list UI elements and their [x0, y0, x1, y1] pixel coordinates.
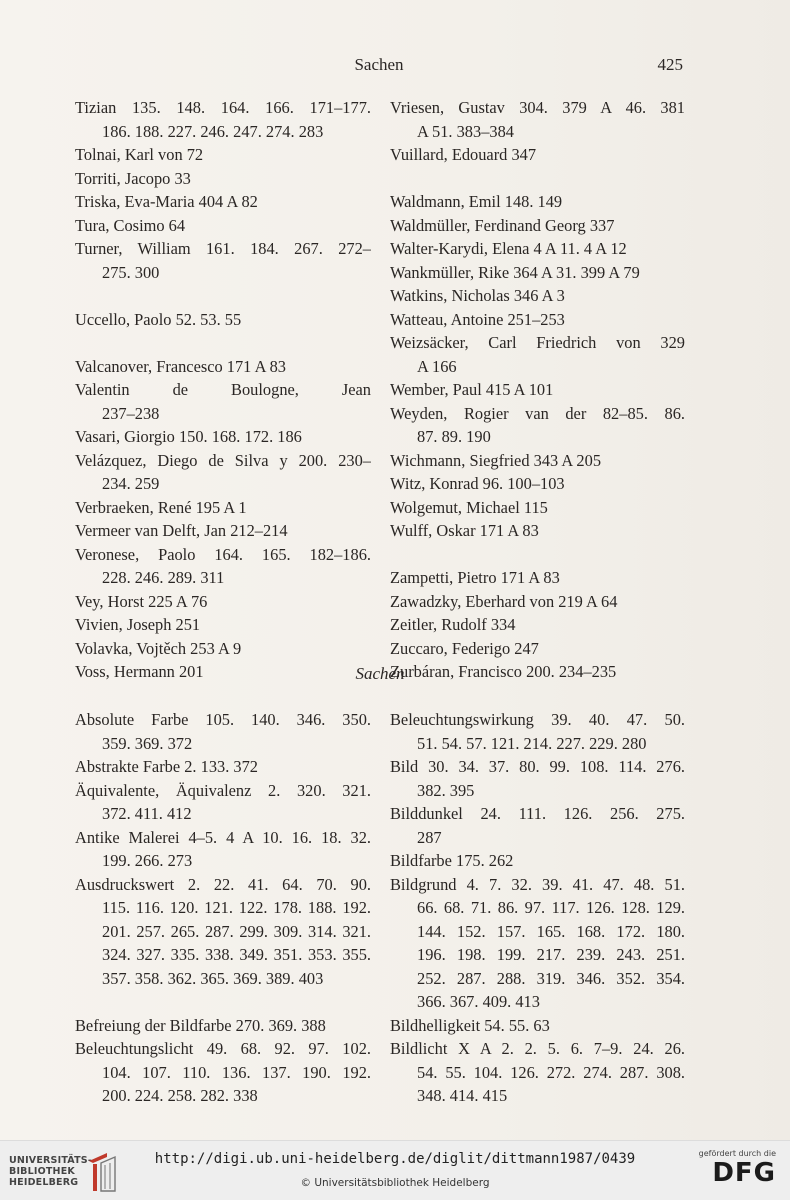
entry-term-line: Vriesen, Gustav 304. 379 A 46. 381 — [390, 98, 685, 117]
entry-term-line: Wolgemut, Michael 115 — [390, 497, 548, 517]
index-entry — [390, 1037, 685, 1108]
entry-continuation-line: 366. 367. 409. 413 — [417, 992, 540, 1011]
entry-term-line: Zeitler, Rudolf 334 — [390, 615, 516, 634]
copyright-notice: © Universitätsbibliothek Heidelberg — [300, 1177, 490, 1189]
index-entry — [75, 214, 371, 238]
entry-term-line: Beleuchtungswirkung 39. 40. 47. 50. — [390, 710, 685, 729]
index-entry — [75, 425, 371, 449]
entry-continuation-line: 199. 266. 273 — [102, 851, 193, 870]
index-entry — [75, 755, 371, 779]
entry-continuation-line: 372. 411. 412 — [102, 804, 192, 823]
index-entry — [75, 190, 371, 214]
index-entry — [75, 378, 371, 425]
entry-continuation-line: 237–238 — [102, 403, 160, 423]
entry-gap — [75, 284, 371, 308]
index-entry — [75, 167, 371, 191]
funding-note: gefördert durch die — [698, 1149, 776, 1158]
index-entry — [390, 190, 685, 214]
entry-term-line: Absolute Farbe 105. 140. 346. 350. — [75, 710, 371, 729]
entry-term-line: Valentin de Boulogne, Jean — [75, 380, 371, 399]
entry-term-line: Waldmüller, Ferdinand Georg 337 — [390, 215, 615, 235]
entry-continuation-line: A 166 — [417, 356, 457, 376]
entry-term-line: Bild 30. 34. 37. 80. 99. 108. 114. 276. — [390, 757, 685, 776]
index-entry — [390, 849, 685, 873]
index-entry — [75, 826, 371, 873]
index-entry — [75, 1037, 371, 1108]
library-name-line: UNIVERSITÄTS- — [9, 1155, 92, 1166]
entry-continuation-line: 144. 152. 157. 165. 168. 172. 180. — [417, 921, 685, 941]
index-entry — [390, 284, 685, 308]
entry-term-line: Volavka, Vojtěch 253 A 9 — [75, 638, 242, 658]
digitization-footer — [0, 1140, 790, 1200]
index-entry — [390, 613, 685, 637]
entry-continuation-line: 287 — [417, 827, 442, 847]
index-entry — [75, 519, 371, 543]
entry-gap — [390, 543, 685, 567]
entry-continuation-line: 104. 107. 110. 136. 137. 190. 192. — [102, 1062, 371, 1082]
entry-term-line: Wankmüller, Rike 364 A 31. 399 A 79 — [390, 262, 640, 282]
entry-gap — [75, 990, 371, 1014]
entry-term-line: Weizsäcker, Carl Friedrich von 329 — [390, 333, 685, 352]
index-entry — [390, 143, 685, 167]
index-entry — [390, 472, 685, 496]
entry-continuation-line: 54. 55. 104. 126. 272. 274. 287. 308. — [417, 1062, 685, 1082]
entry-term-line: Walter-Karydi, Elena 4 A 11. 4 A 12 — [390, 239, 627, 258]
entry-term-line: Vivien, Joseph 251 — [75, 615, 201, 634]
subjects-column-right — [390, 708, 685, 1108]
entry-continuation-line: 196. 198. 199. 217. 239. 243. 251. — [417, 945, 685, 964]
entry-term-line: Bildlicht X A 2. 2. 5. 6. 7–9. 24. 26. — [390, 1039, 685, 1058]
index-entry — [390, 637, 685, 661]
entry-term-line: Abstrakte Farbe 2. 133. 372 — [75, 757, 258, 776]
entry-term-line: Zuccaro, Federigo 247 — [390, 638, 539, 658]
index-entry — [75, 1014, 371, 1038]
index-entry — [390, 590, 685, 614]
permalink-url[interactable]: http://digi.ub.uni-heidelberg.de/diglit/dittmann1987/0439 — [154, 1151, 636, 1167]
entry-term-line: Veronese, Paolo 164. 165. 182–186. — [75, 544, 371, 564]
index-entry — [390, 378, 685, 402]
entry-continuation-line: 357. 358. 362. 365. 369. 389. 403 — [102, 968, 324, 988]
index-entry — [75, 496, 371, 520]
entry-term-line: Vermeer van Delft, Jan 212–214 — [75, 521, 288, 540]
index-entry — [75, 355, 371, 379]
entry-term-line: Tura, Cosimo 64 — [75, 215, 186, 235]
index-entry — [75, 708, 371, 755]
entry-term-line: Uccello, Paolo 52. 53. 55 — [75, 309, 242, 329]
entry-term-line: Zawadzky, Eberhard von 219 A 64 — [390, 591, 618, 611]
index-entry — [390, 802, 685, 849]
index-entry — [75, 613, 371, 637]
entry-term-line: Äquivalente, Äquivalenz 2. 320. 321. — [75, 780, 371, 800]
library-name-line: HEIDELBERG — [9, 1177, 79, 1188]
entry-term-line: Weyden, Rogier van der 82–85. 86. — [390, 403, 685, 423]
entry-term-line: Zurbáran, Francisco 200. 234–235 — [390, 662, 617, 681]
index-entry — [75, 779, 371, 826]
entry-continuation-line: 252. 287. 288. 319. 346. 352. 354. — [417, 968, 685, 988]
index-entry — [75, 543, 371, 590]
entry-term-line: Vuillard, Edouard 347 — [390, 145, 537, 164]
entry-term-line: Bildgrund 4. 7. 32. 39. 41. 47. 48. 51. — [390, 874, 685, 894]
entry-term-line: Witz, Konrad 96. 100–103 — [390, 474, 565, 493]
index-entry — [75, 96, 371, 143]
entry-continuation-line: 275. 300 — [102, 262, 160, 282]
entry-continuation-line: 51. 54. 57. 121. 214. 227. 229. 280 — [417, 733, 647, 753]
names-column-left — [75, 96, 371, 684]
index-entry — [390, 402, 685, 449]
index-entry — [75, 637, 371, 661]
entry-term-line: Valcanover, Francesco 171 A 83 — [75, 356, 286, 376]
index-entry — [75, 308, 371, 332]
index-entry — [75, 449, 371, 496]
index-entry — [390, 449, 685, 473]
running-head — [75, 55, 683, 79]
entry-term-line: Voss, Hermann 201 — [75, 662, 204, 681]
index-entry — [390, 708, 685, 755]
entry-term-line: Watteau, Antoine 251–253 — [390, 309, 565, 329]
entry-term-line: Torriti, Jacopo 33 — [75, 168, 191, 188]
entry-term-line: Wember, Paul 415 A 101 — [390, 380, 554, 399]
entry-term-line: Vasari, Giorgio 150. 168. 172. 186 — [75, 427, 302, 446]
entry-term-line: Turner, William 161. 184. 267. 272– — [75, 239, 371, 258]
entry-continuation-line: 66. 68. 71. 86. 97. 117. 126. 128. 129. — [417, 898, 685, 917]
entry-continuation-line: 234. 259 — [102, 474, 160, 493]
entry-continuation-line: 348. 414. 415 — [417, 1086, 508, 1105]
entry-term-line: Ausdruckswert 2. 22. 41. 64. 70. 90. — [75, 874, 371, 894]
subjects-column-left — [75, 708, 371, 1108]
entry-term-line: Wulff, Oskar 171 A 83 — [390, 521, 539, 540]
index-entry — [390, 519, 685, 543]
index-entry — [390, 237, 685, 261]
entry-term-line: Zampetti, Pietro 171 A 83 — [390, 568, 560, 587]
index-entry — [390, 96, 685, 143]
entry-gap — [390, 167, 685, 191]
entry-continuation-line: 115. 116. 120. 121. 122. 178. 188. 192. — [102, 898, 371, 917]
index-entry — [390, 308, 685, 332]
entry-term-line: Beleuchtungslicht 49. 68. 92. 97. 102. — [75, 1039, 371, 1058]
entry-continuation-line: 186. 188. 227. 246. 247. 274. 283 — [102, 121, 324, 141]
entry-term-line: Velázquez, Diego de Silva y 200. 230– — [75, 450, 371, 470]
entry-continuation-line: 228. 246. 289. 311 — [102, 568, 225, 587]
entry-term-line: Tizian 135. 148. 164. 166. 171–177. — [75, 98, 371, 117]
index-entry — [390, 755, 685, 802]
entry-term-line: Bilddunkel 24. 111. 126. 256. 275. — [390, 804, 685, 823]
entry-term-line: Verbraeken, René 195 A 1 — [75, 497, 247, 517]
entry-continuation-line: 200. 224. 258. 282. 338 — [102, 1086, 258, 1105]
index-entry — [390, 261, 685, 285]
entry-term-line: Antike Malerei 4–5. 4 A 10. 16. 18. 32. — [75, 827, 371, 847]
entry-term-line: Befreiung der Bildfarbe 270. 369. 388 — [75, 1015, 326, 1035]
index-entry — [390, 496, 685, 520]
entry-term-line: Wichmann, Siegfried 343 A 205 — [390, 450, 602, 470]
entry-term-line: Bildfarbe 175. 262 — [390, 851, 514, 870]
page-number: 425 — [657, 55, 683, 74]
library-name-line: BIBLIOTHEK — [9, 1166, 75, 1177]
entry-continuation-line: A 51. 383–384 — [417, 121, 514, 141]
entry-continuation-line: 201. 257. 265. 287. 299. 309. 314. 321. — [102, 921, 371, 941]
dfg-logo-text: DFG — [712, 1158, 776, 1188]
index-entry — [390, 873, 685, 1014]
index-entry — [75, 237, 371, 284]
entry-term-line: Tolnai, Karl von 72 — [75, 145, 204, 164]
entry-term-line: Waldmann, Emil 148. 149 — [390, 192, 563, 211]
entry-term-line: Bildhelligkeit 54. 55. 63 — [390, 1015, 550, 1035]
index-entry — [75, 873, 371, 991]
index-entry — [75, 143, 371, 167]
index-entry — [390, 566, 685, 590]
index-entry — [390, 331, 685, 378]
names-column-right — [390, 96, 685, 684]
entry-term-line: Watkins, Nicholas 346 A 3 — [390, 286, 565, 305]
index-entry — [390, 1014, 685, 1038]
entry-continuation-line: 324. 327. 335. 338. 349. 351. 353. 355. — [102, 945, 371, 964]
entry-continuation-line: 382. 395 — [417, 780, 475, 800]
section-title: Sachen — [355, 664, 405, 683]
running-head-title: Sachen — [354, 55, 404, 74]
entry-continuation-line: 87. 89. 190 — [417, 427, 491, 446]
entry-gap — [75, 331, 371, 355]
entry-term-line: Vey, Horst 225 A 76 — [75, 591, 208, 611]
funder-logo[interactable] — [696, 1149, 776, 1188]
entry-term-line: Triska, Eva-Maria 404 A 82 — [75, 192, 258, 211]
index-entry — [390, 214, 685, 238]
entry-continuation-line: 359. 369. 372 — [102, 733, 193, 753]
index-entry — [75, 590, 371, 614]
